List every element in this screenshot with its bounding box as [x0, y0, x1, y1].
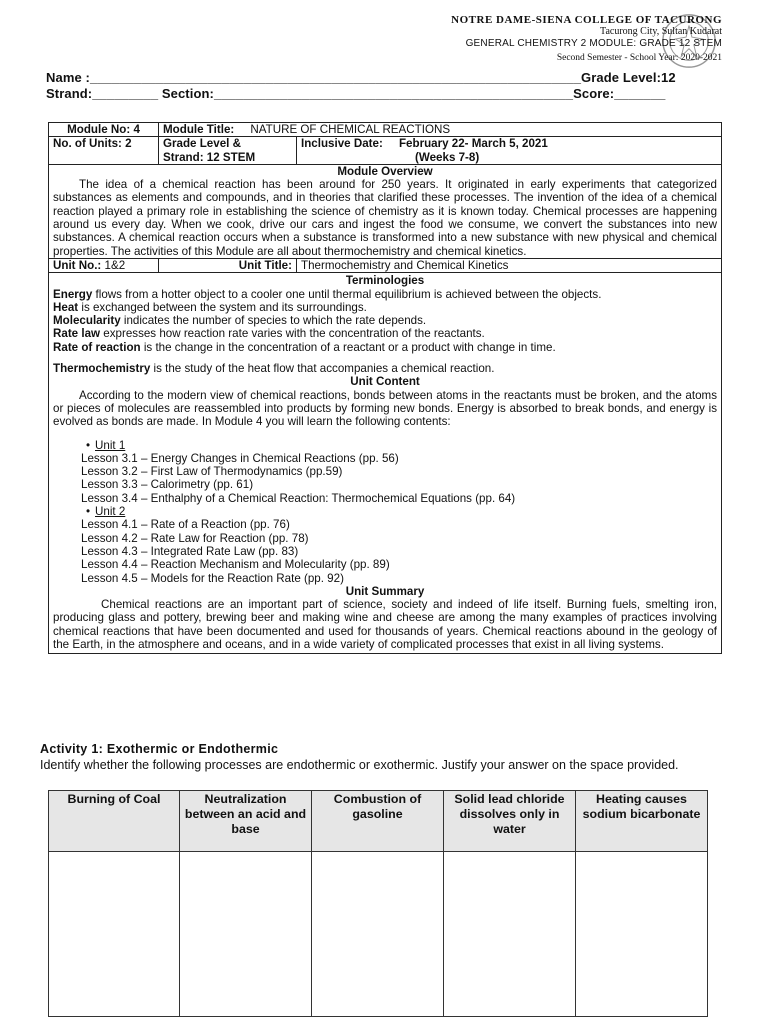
answer-cell[interactable] [49, 852, 180, 1017]
document-header [451, 14, 722, 64]
unit-summary-heading: Unit Summary [345, 584, 425, 598]
inclusive-date-cell [297, 137, 722, 165]
unit-no-label: Unit No.: [53, 258, 102, 272]
process-column-header: Solid lead chloride dissolves only in water [444, 791, 576, 852]
module-title-value: NATURE OF CHEMICAL REACTIONS [250, 123, 451, 136]
module-no-cell: Module No: 4 [49, 123, 159, 137]
term-definition: is exchanged between the system and its surroundings. [78, 300, 367, 314]
unit-content-heading: Unit Content [350, 375, 420, 389]
lesson-item: Lesson 3.3 – Calorimetry (pp. 61) [81, 478, 254, 492]
module-title-cell [159, 123, 722, 137]
term-line [53, 362, 717, 375]
unit-no-value: 1&2 [104, 258, 126, 272]
overview-cell [49, 164, 722, 258]
units-cell: No. of Units: 2 [49, 137, 159, 165]
grade-level-cell [159, 137, 297, 165]
lesson-item: Lesson 3.1 – Energy Changes in Chemical Reactions (pp. 56) [81, 451, 399, 465]
term-definition: flows from a hotter object to a cooler one until thermal equilibrium is achieved between the objects. [92, 287, 602, 301]
lesson-item: Lesson 4.2 – Rate Law for Reaction (pp. 78) [81, 531, 309, 545]
unit-content-intro: According to the modern view of chemical reactions, bonds between atoms in the reactants must be broken, and the atoms or pieces of molecules are reassembled into products by forming new bonds. Energy is absorbed to break bonds, and energy is evolved as bonds are made. In Module 4 you will learn the following contents: [53, 388, 718, 429]
term-line [53, 327, 717, 340]
grade-label-2: Strand: 12 STEM [163, 150, 256, 164]
answer-cell[interactable] [180, 852, 312, 1017]
school-city: Tacurong City, Sultan Kudarat [600, 26, 722, 37]
activity-title: Activity 1: Exothermic or Endothermic [40, 742, 279, 756]
unit-no-cell [49, 258, 159, 272]
strand-section-score-line: Strand:_________ Section:_________________________________________________Score:_______ [46, 86, 666, 101]
answer-cell[interactable] [444, 852, 576, 1017]
activity-instructions: Identify whether the following processes are endothermic or exothermic. Justify your answer on the space provided. [40, 758, 679, 772]
name-grade-line: Name :___________________________________________________________________Grade Level:12 [46, 70, 676, 85]
bullet-icon: • [85, 438, 91, 452]
answer-cell[interactable] [312, 852, 444, 1017]
process-column-header: Neutralization between an acid and base [180, 791, 312, 852]
terminologies-heading: Terminologies [345, 274, 425, 288]
unit-title-value: Thermochemistry and Chemical Kinetics [297, 258, 722, 272]
school-name: NOTRE DAME-SIENA COLLEGE OF TACURONG [451, 14, 722, 26]
module-title-label: Module Title: [163, 123, 235, 136]
unit-title-label: Unit Title: [159, 258, 297, 272]
lesson-item: Lesson 4.1 – Rate of a Reaction (pp. 76) [81, 518, 290, 532]
overview-heading: Module Overview [337, 164, 433, 178]
answer-cell[interactable] [576, 852, 708, 1017]
school-year: Second Semester - School Year: 2020-2021 [556, 53, 722, 63]
term-word: Thermochemistry [53, 362, 151, 376]
lesson-item: Lesson 3.4 – Enthalphy of a Chemical Reaction: Thermochemical Equations (pp. 64) [81, 491, 516, 505]
term-definition: expresses how reaction rate varies with the concentration of the reactants. [100, 327, 485, 341]
date-label: Inclusive Date: [301, 137, 383, 151]
lesson-list [53, 439, 717, 585]
term-definition: is the study of the heat flow that accompanies a chemical reaction. [150, 362, 495, 376]
lesson-item: Lesson 4.5 – Models for the Reaction Rate (pp. 92) [81, 571, 344, 585]
grade-label-1: Grade Level & [163, 137, 241, 151]
overview-text: The idea of a chemical reaction has been around for 250 years. It originated in early experiments that categorized substances as elements and compounds, and in theories that clarified these processes. The invention of the idea of a chemical reaction played a primary role in establishing the science of chemistry as it is known today. Chemical processes are happening around us every day. When we cook, drive our cars and ingest the food we consume, we convert the substances into new substances. A chemical reaction occurs when a substance is transformed into a new substance with new physical and chemical properties. The activities of this Module are all about thermochemistry and chemical kinetics. [53, 178, 718, 258]
term-word: Molecularity [53, 314, 121, 328]
term-word: Heat [53, 300, 79, 314]
unit-2-label: Unit 2 [95, 505, 126, 519]
unit-1-item [81, 439, 717, 452]
content-cell [49, 273, 722, 654]
term-line [53, 288, 717, 301]
bullet-icon: • [85, 505, 91, 519]
term-line [53, 341, 717, 354]
term-word: Rate of reaction [53, 340, 141, 354]
term-word: Rate law [53, 327, 101, 341]
process-column-header: Burning of Coal [49, 791, 180, 852]
term-line [53, 314, 717, 327]
unit-summary-text: Chemical reactions are an important part of science, society and indeed of life itself. Burning fuels, smelting iron, producing glass and pottery, brewing beer and making wine and cheese are among the many examples of practices involving chemical reactions that have been documented and used for thousands of years. Chemical reactions abound in the geology of the Earth, in the atmosphere and oceans, and in a wide variety of complicated processes that exist in all living systems. [53, 598, 718, 651]
term-definition: indicates the number of species to which the rate depends. [120, 314, 427, 328]
unit-2-item [81, 505, 717, 518]
process-column-header: Heating causes sodium bicarbonate [576, 791, 708, 852]
term-word: Energy [53, 287, 93, 301]
lesson-item: Lesson 3.2 – First Law of Thermodynamics (pp.59) [81, 465, 343, 479]
process-column-header: Combustion of gasoline [312, 791, 444, 852]
weeks: (Weeks 7-8) [415, 150, 480, 164]
term-line [53, 301, 717, 314]
module-info-table [48, 122, 722, 654]
term-definition: is the change in the concentration of a reactant or a product with change in time. [140, 340, 556, 354]
date-value: February 22- March 5, 2021 [398, 137, 548, 151]
unit-1-label: Unit 1 [95, 438, 126, 452]
lesson-item: Lesson 4.4 – Reaction Mechanism and Molecularity (pp. 89) [81, 558, 390, 572]
activity-table [48, 790, 708, 1017]
lesson-item: Lesson 4.3 – Integrated Rate Law (pp. 83) [81, 544, 299, 558]
module-subject: GENERAL CHEMISTRY 2 MODULE: GRADE 12 STEM [465, 38, 722, 49]
